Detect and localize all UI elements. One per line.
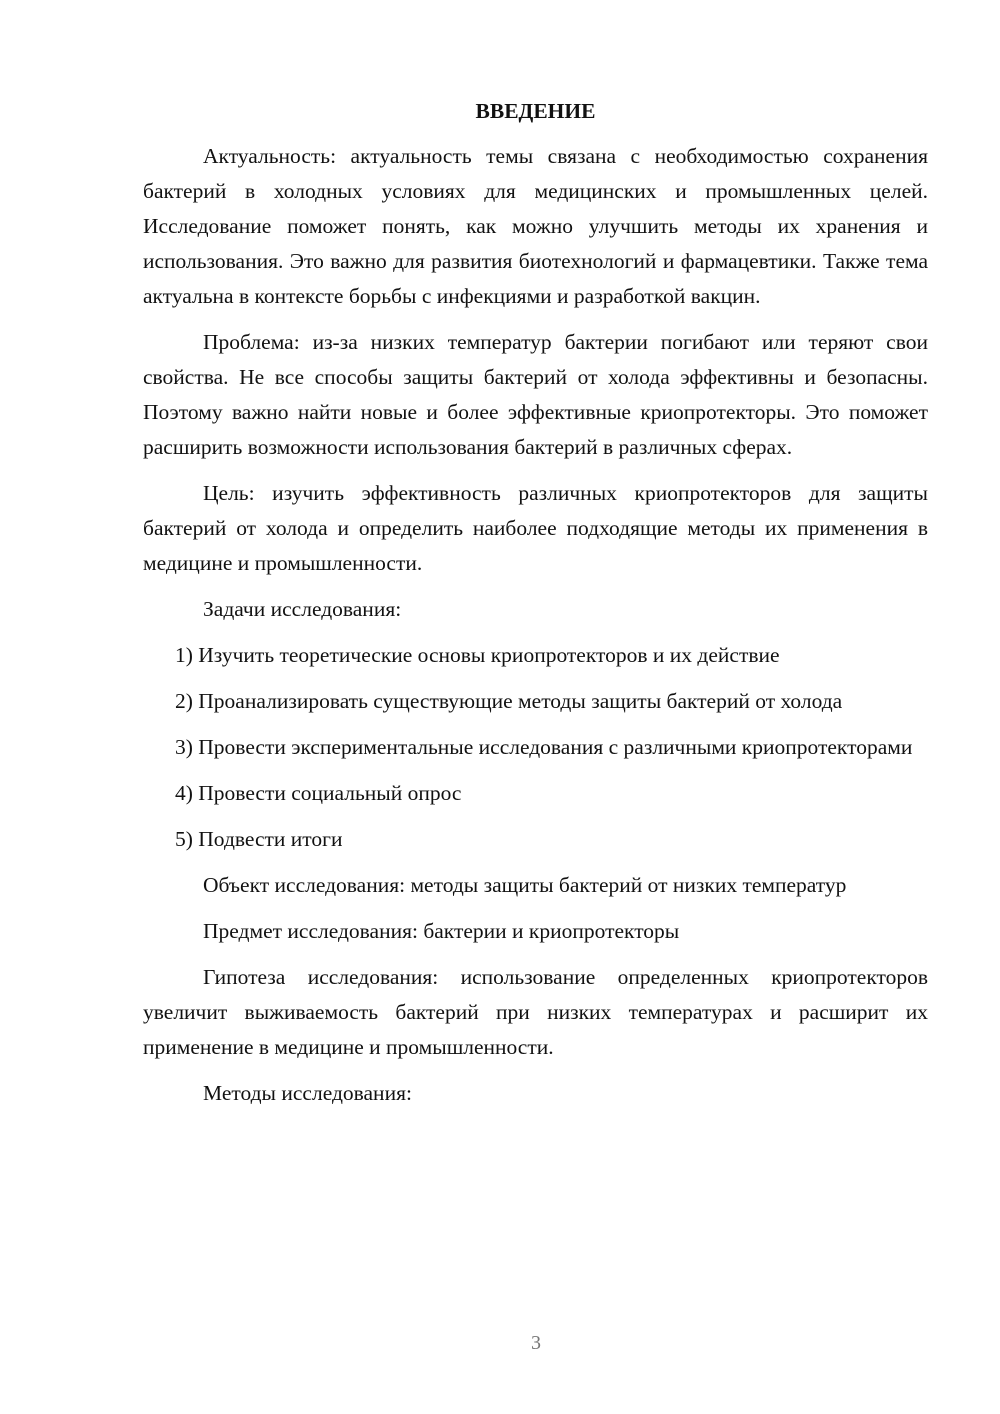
task-item-3: 3) Провести экспериментальные исследования с различными криопротекторами <box>175 735 913 759</box>
document-body <box>143 96 928 1122</box>
task-item-1: 1) Изучить теоретические основы криопротекторов и их действие <box>175 643 780 667</box>
relevance-paragraph: Актуальность: актуальность темы связана с необходимостью сохранения бактерий в холодных условиях для медицинских и промышленных целей. Исследование поможет понять, как можно улучшить методы их хранения и использования. Это важно для развития биотехнологий и фармацевтики. Также тема актуальна в контексте борьбы с инфекциями и разработкой вакцин. <box>143 144 928 308</box>
goal-paragraph: Цель: изучить эффективность различных криопротекторов для защиты бактерий от холода и определить наиболее подходящие методы их применения в медицине и промышленности. <box>143 481 928 575</box>
subject-paragraph: Предмет исследования: бактерии и криопротекторы <box>203 919 680 943</box>
object-paragraph: Объект исследования: методы защиты бактерий от низких температур <box>203 873 847 897</box>
tasks-title: Задачи исследования: <box>203 597 402 621</box>
task-item-2: 2) Проанализировать существующие методы защиты бактерий от холода <box>175 689 843 713</box>
section-heading: ВВЕДЕНИЕ <box>475 99 596 123</box>
task-item-5: 5) Подвести итоги <box>175 827 343 851</box>
page-number: 3 <box>531 1332 541 1354</box>
hypothesis-paragraph: Гипотеза исследования: использование определенных криопротекторов увеличит выживаемость бактерий при низких температурах и расширит их применение в медицине и промышленности. <box>143 965 928 1059</box>
methods-title: Методы исследования: <box>203 1081 412 1105</box>
problem-paragraph: Проблема: из-за низких температур бактерии погибают или теряют свои свойства. Не все способы защиты бактерий от холода эффективны и безопасны. Поэтому важно найти новые и более эффективные криопротекторы. Это поможет расширить возможности использования бактерий в различных сферах. <box>143 330 928 459</box>
task-item-4: 4) Провести социальный опрос <box>175 781 462 805</box>
